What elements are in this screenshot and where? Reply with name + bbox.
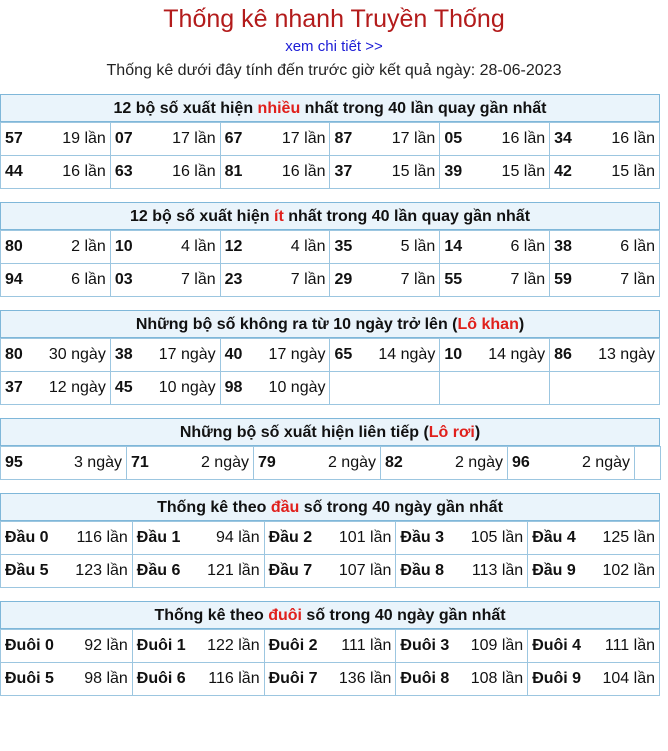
stat-cell: Đuôi 0 92 lần [1, 630, 133, 663]
least-frequent-section [0, 202, 660, 297]
table-row [1, 156, 660, 189]
stat-cell: 57 19 lần [1, 123, 111, 156]
stat-cell: Đầu 8 113 lần [396, 555, 528, 588]
stat-cell: Đầu 3 105 lần [396, 522, 528, 555]
stat-cell: 38 6 lần [550, 231, 660, 264]
page-subtitle: Thống kê dưới đây tính đến trước giờ kết quả ngày: 28-06-2023 [106, 62, 562, 79]
table-row [1, 123, 660, 156]
stat-cell: Đuôi 2 111 lần [264, 630, 396, 663]
stat-cell: Đuôi 4 111 lần [528, 630, 660, 663]
stat-cell: Đầu 0 116 lần [1, 522, 133, 555]
table-row [1, 231, 660, 264]
stat-cell: Đuôi 3 109 lần [396, 630, 528, 663]
view-details-link[interactable]: xem chi tiết >> [285, 38, 383, 55]
stat-cell: Đầu 5 123 lần [1, 555, 133, 588]
stat-cell: Đuôi 6 116 lần [132, 663, 264, 696]
stat-cell: 98 10 ngày [220, 372, 330, 405]
stat-cell: Đầu 1 94 lần [132, 522, 264, 555]
stat-cell: 67 17 lần [220, 123, 330, 156]
stat-cell: 03 7 lần [110, 264, 220, 297]
table-row [1, 663, 660, 696]
stat-cell: 65 14 ngày [330, 339, 440, 372]
dau-section [0, 493, 660, 588]
stat-cell: Đầu 9 102 lần [528, 555, 660, 588]
stat-cell: 34 16 lần [550, 123, 660, 156]
stat-cell: Đầu 4 125 lần [528, 522, 660, 555]
stat-cell: 80 2 lần [1, 231, 111, 264]
page-title: Thống kê nhanh Truyền Thống [163, 5, 505, 33]
table-row [1, 339, 660, 372]
section-header: Thống kê theo đuôi số trong 40 ngày gần nhất [0, 601, 660, 629]
table-row [1, 264, 660, 297]
stat-cell: 23 7 lần [220, 264, 330, 297]
stat-cell: 86 13 ngày [550, 339, 660, 372]
stat-cell: 44 16 lần [1, 156, 111, 189]
stat-cell: 71 2 ngày [127, 447, 254, 480]
empty-cell [635, 447, 661, 480]
empty-cell [550, 372, 660, 405]
lo-khan-section [0, 310, 660, 405]
stat-cell: Đầu 7 107 lần [264, 555, 396, 588]
stats-table [0, 629, 660, 696]
stats-table [0, 521, 660, 588]
table-row [1, 372, 660, 405]
stat-cell: 87 17 lần [330, 123, 440, 156]
stat-cell: 35 5 lần [330, 231, 440, 264]
table-row [1, 630, 660, 663]
stat-cell: 40 17 ngày [220, 339, 330, 372]
empty-cell [330, 372, 440, 405]
stat-cell: Đuôi 7 136 lần [264, 663, 396, 696]
stat-cell: 12 4 lần [220, 231, 330, 264]
section-header: Những bộ số xuất hiện liên tiếp (Lô rơi) [0, 418, 660, 446]
stats-table [0, 338, 660, 405]
stats-table [0, 446, 661, 480]
stat-cell: 45 10 ngày [110, 372, 220, 405]
stat-cell: 07 17 lần [110, 123, 220, 156]
duoi-section [0, 601, 660, 696]
stat-cell: 37 12 ngày [1, 372, 111, 405]
section-header: Thống kê theo đầu số trong 40 ngày gần nhất [0, 493, 660, 521]
stat-cell: Đuôi 5 98 lần [1, 663, 133, 696]
table-row [1, 522, 660, 555]
stat-cell: 59 7 lần [550, 264, 660, 297]
stat-cell: Đầu 2 101 lần [264, 522, 396, 555]
stats-table [0, 230, 660, 297]
table-row [1, 555, 660, 588]
table-row [1, 447, 661, 480]
empty-cell [440, 372, 550, 405]
stat-cell: 14 6 lần [440, 231, 550, 264]
stats-table [0, 122, 660, 189]
section-header: Những bộ số không ra từ 10 ngày trở lên (Lô khan) [0, 310, 660, 338]
stat-cell: 79 2 ngày [254, 447, 381, 480]
stat-cell: 96 2 ngày [508, 447, 635, 480]
stat-cell: 94 6 lần [1, 264, 111, 297]
section-header: 12 bộ số xuất hiện nhiều nhất trong 40 lần quay gần nhất [0, 94, 660, 122]
stat-cell: 82 2 ngày [381, 447, 508, 480]
stat-cell: 39 15 lần [440, 156, 550, 189]
stat-cell: 05 16 lần [440, 123, 550, 156]
stat-cell: Đầu 6 121 lần [132, 555, 264, 588]
stat-cell: 29 7 lần [330, 264, 440, 297]
stat-cell: 81 16 lần [220, 156, 330, 189]
stat-cell: Đuôi 8 108 lần [396, 663, 528, 696]
section-header: 12 bộ số xuất hiện ít nhất trong 40 lần quay gần nhất [0, 202, 660, 230]
stat-cell: 42 15 lần [550, 156, 660, 189]
stat-cell: Đuôi 9 104 lần [528, 663, 660, 696]
lo-roi-section [0, 418, 660, 480]
stat-cell: 10 4 lần [110, 231, 220, 264]
stat-cell: Đuôi 1 122 lần [132, 630, 264, 663]
stat-cell: 55 7 lần [440, 264, 550, 297]
most-frequent-section [0, 94, 660, 189]
stat-cell: 95 3 ngày [1, 447, 127, 480]
stat-cell: 10 14 ngày [440, 339, 550, 372]
stat-cell: 37 15 lần [330, 156, 440, 189]
stat-cell: 63 16 lần [110, 156, 220, 189]
stat-cell: 38 17 ngày [110, 339, 220, 372]
stat-cell: 80 30 ngày [1, 339, 111, 372]
